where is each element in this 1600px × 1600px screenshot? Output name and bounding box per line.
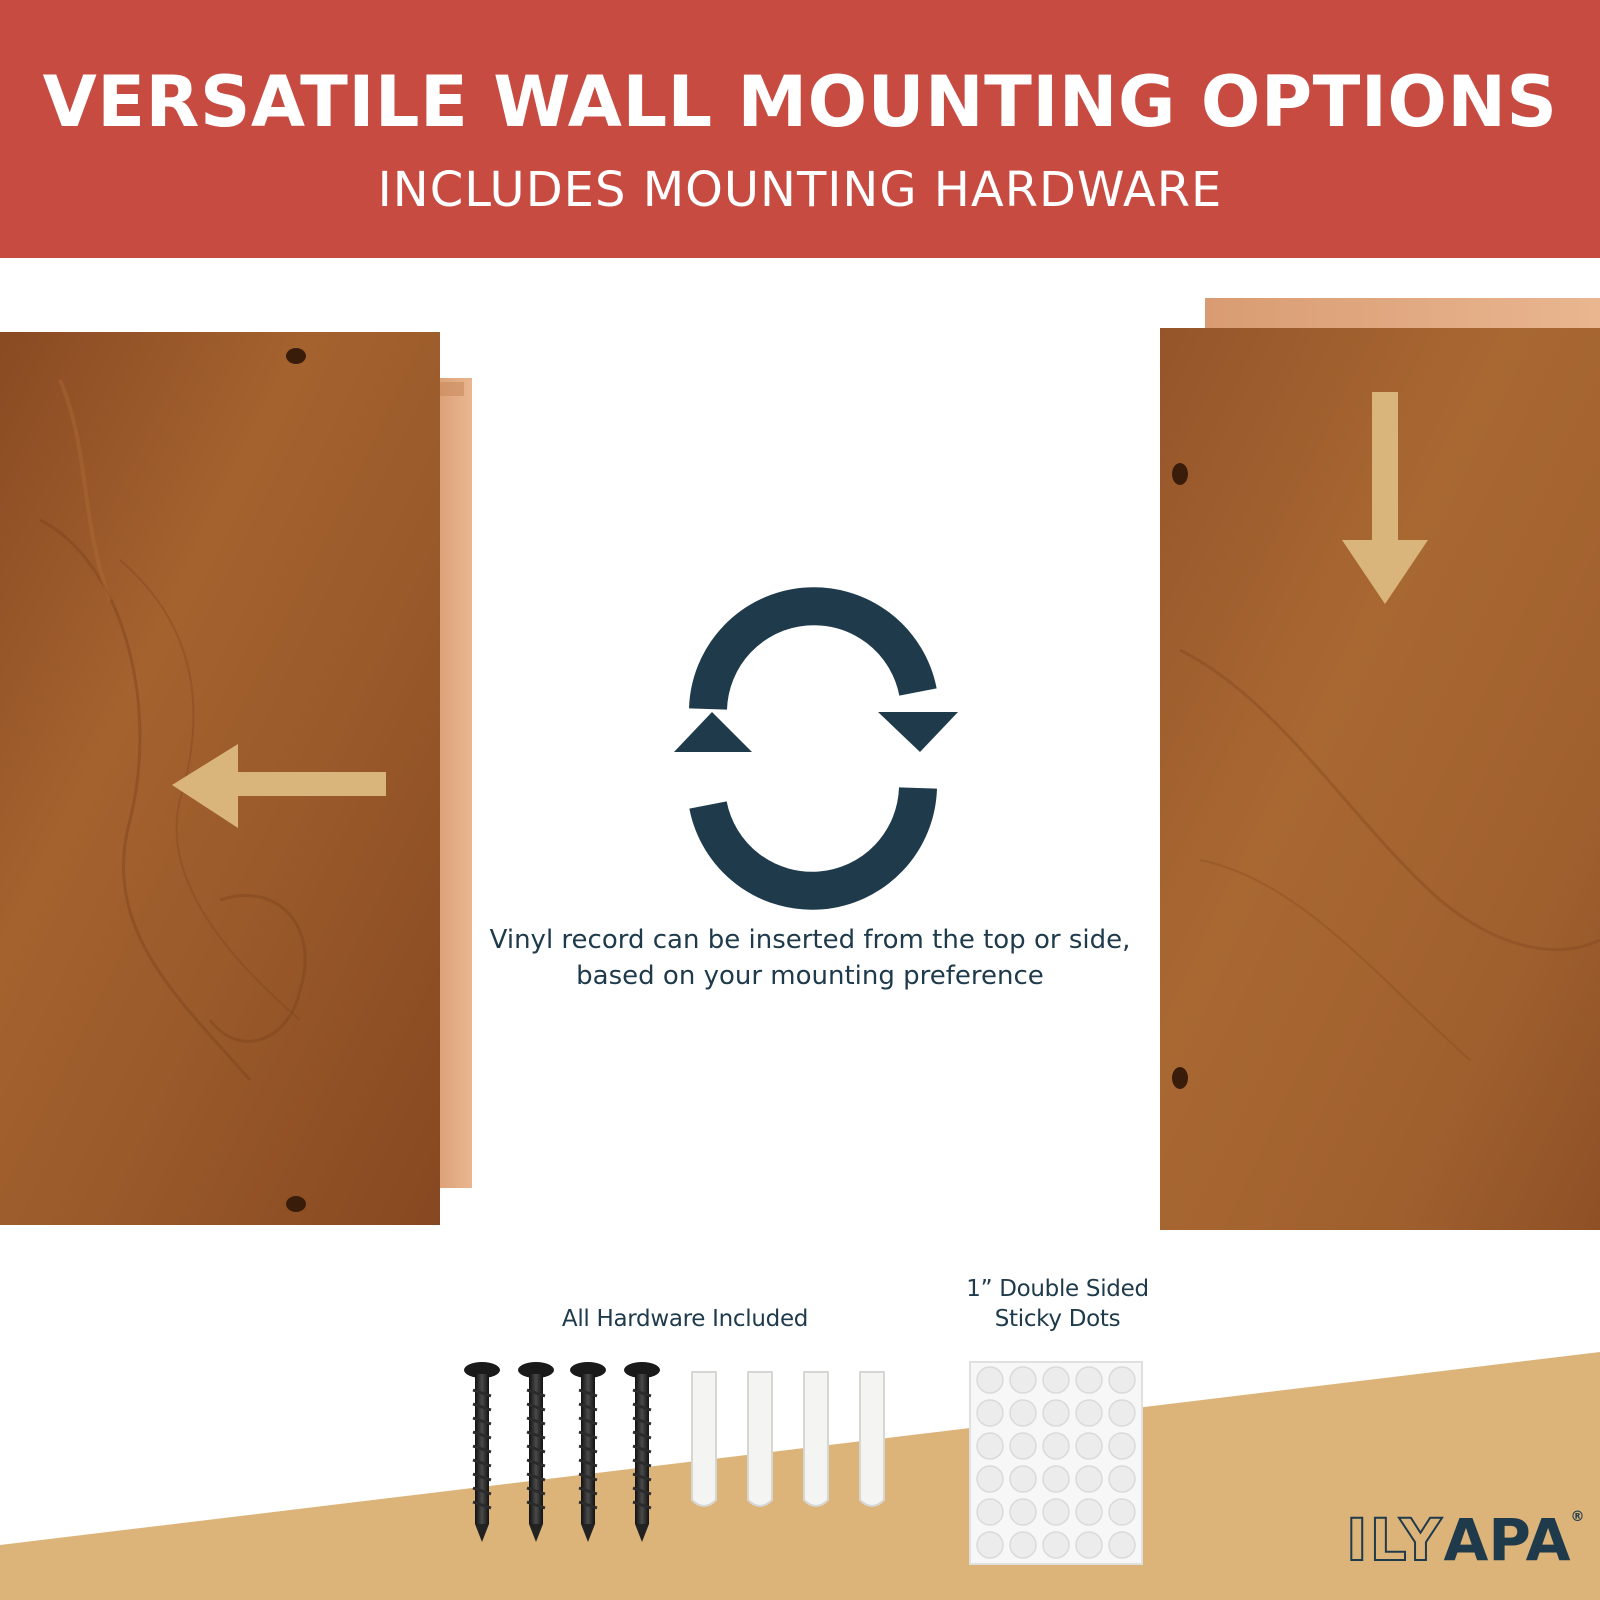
sticky-dots-label-line-2: Sticky Dots (994, 1306, 1121, 1332)
caption-line-2: based on your mounting preference (576, 961, 1044, 991)
sticky-dot (1010, 1433, 1036, 1459)
sticky-dot (1043, 1532, 1069, 1558)
sticky-dot (1109, 1532, 1135, 1558)
sticky-dot (1043, 1367, 1069, 1393)
sticky-dot (1010, 1367, 1036, 1393)
registered-mark: ® (1570, 1509, 1585, 1525)
header-banner (0, 0, 1600, 258)
keyhole-upper-right (1172, 463, 1188, 485)
sticky-dot (1076, 1499, 1102, 1525)
sticky-dot (1076, 1532, 1102, 1558)
sticky-dot (1076, 1466, 1102, 1492)
sticky-dot (1043, 1499, 1069, 1525)
keyhole-top-left (286, 348, 306, 364)
sticky-dots-label (935, 1274, 1180, 1334)
sticky-dot (1010, 1400, 1036, 1426)
sticky-dots-label-line-1: 1” Double Sided (966, 1276, 1149, 1302)
mounting-caption (460, 922, 1160, 994)
sticky-dot (1076, 1400, 1102, 1426)
refresh-arrowhead-right (878, 712, 958, 752)
right-record-frame (1160, 298, 1600, 1230)
sticky-dot (1076, 1367, 1102, 1393)
sticky-dot (1010, 1499, 1036, 1525)
sticky-dot (1109, 1466, 1135, 1492)
sticky-dot (977, 1532, 1003, 1558)
sticky-dot (1076, 1433, 1102, 1459)
wall-anchor (804, 1372, 828, 1506)
sticky-dot (1010, 1466, 1036, 1492)
sticky-dot (1043, 1400, 1069, 1426)
keyhole-bottom-left (286, 1196, 306, 1212)
sticky-dot (1043, 1433, 1069, 1459)
sticky-dot (1109, 1400, 1135, 1426)
page-subtitle: INCLUDES MOUNTING HARDWARE (377, 162, 1223, 218)
sticky-dot (977, 1466, 1003, 1492)
sticky-dot (1109, 1433, 1135, 1459)
wall-anchor (748, 1372, 772, 1506)
page-title: VERSATILE WALL MOUNTING OPTIONS (42, 61, 1558, 143)
hardware-label: All Hardware Included (561, 1306, 809, 1332)
sticky-dot (977, 1400, 1003, 1426)
sticky-dot (977, 1433, 1003, 1459)
brand-logo-outline: ILY (1346, 1506, 1444, 1574)
sticky-dot (1043, 1466, 1069, 1492)
sticky-dot (1010, 1532, 1036, 1558)
refresh-arrowhead-left (674, 712, 752, 752)
caption-line-1: Vinyl record can be inserted from the top or side, (489, 925, 1131, 955)
sticky-dots-sheet (970, 1362, 1142, 1564)
sticky-dot (977, 1367, 1003, 1393)
keyhole-lower-right (1172, 1067, 1188, 1089)
sticky-dot (1109, 1367, 1135, 1393)
left-record-frame (0, 332, 472, 1225)
sticky-dot (1109, 1499, 1135, 1525)
wall-anchor (860, 1372, 884, 1506)
brand-logo (1346, 1505, 1584, 1575)
brand-logo-solid: APA (1443, 1506, 1571, 1574)
wall-anchor (692, 1372, 716, 1506)
sticky-dot (977, 1499, 1003, 1525)
